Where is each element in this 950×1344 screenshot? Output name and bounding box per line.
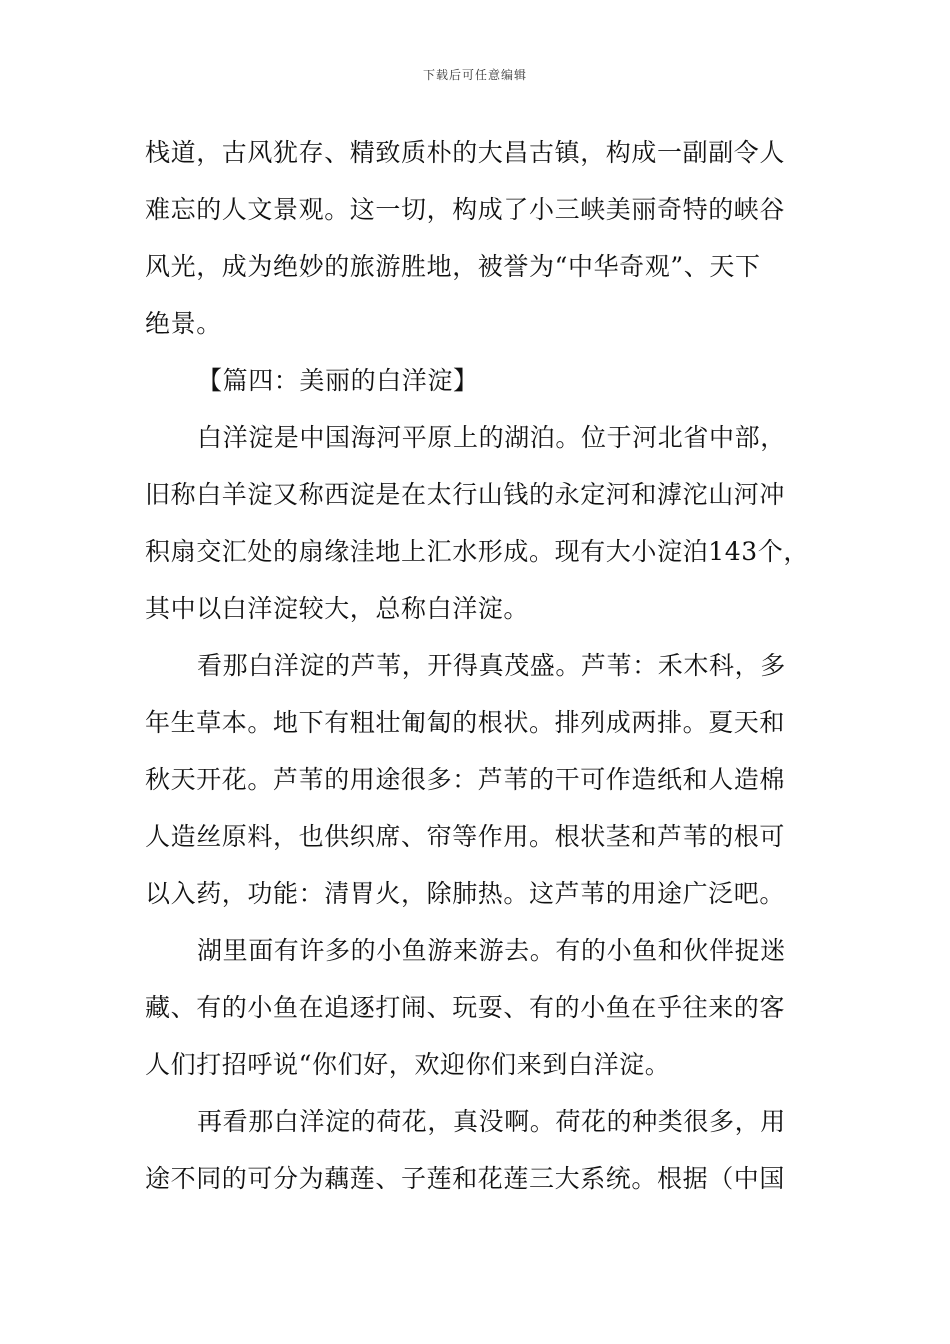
page-header: 下载后可任意编辑 [422, 68, 527, 82]
section-heading: 【篇四：美丽的白洋淀】 [197, 366, 479, 395]
text-line: 人造丝原料，也供织席、帘等作用。根状茎和芦苇的根可 [145, 822, 786, 851]
text-line: 年生草本。地下有粗壮匍匐的根状。排列成两排。夏天和 [145, 708, 786, 737]
text-line: 绝景。 [145, 309, 222, 338]
text-line: 旧称白羊淀又称西淀是在太行山钱的永定河和滹沱山河冲 [145, 480, 786, 509]
text-line: 看那白洋淀的芦苇，开得真茂盛。芦苇：禾木科，多 [197, 651, 786, 680]
text-line: 其中以白洋淀较大，总称白洋淀。 [145, 594, 530, 623]
text-line: 途不同的可分为藕莲、子莲和花莲三大系统。根据（中国 [145, 1164, 786, 1193]
text-line: 再看那白洋淀的荷花，真没啊。荷花的种类很多，用 [197, 1107, 786, 1136]
document-body [145, 124, 807, 1207]
text-line: 难忘的人文景观。这一切，构成了小三峡美丽奇特的峡谷 [145, 195, 786, 224]
text-line: 秋天开花。芦苇的用途很多：芦苇的干可作造纸和人造棉 [145, 765, 786, 794]
text-line: 藏、有的小鱼在追逐打闹、玩耍、有的小鱼在乎往来的客 [145, 993, 786, 1022]
text-line: 风光，成为绝妙的旅游胜地，被誉为“中华奇观”、天下 [145, 252, 761, 281]
text-line: 湖里面有许多的小鱼游来游去。有的小鱼和伙伴捉迷 [197, 936, 786, 965]
text-line: 白洋淀是中国海河平原上的湖泊。位于河北省中部， [197, 423, 786, 452]
text-line: 人们打招呼说“你们好，欢迎你们来到白洋淀。 [145, 1050, 671, 1079]
text-line: 栈道，古风犹存、精致质朴的大昌古镇，构成一副副令人 [145, 138, 786, 167]
text-line: 积扇交汇处的扇缘洼地上汇水形成。现有大小淀泊143个， [145, 537, 809, 566]
text-line: 以入药，功能：清胃火，除肺热。这芦苇的用途广泛吧。 [145, 879, 786, 908]
